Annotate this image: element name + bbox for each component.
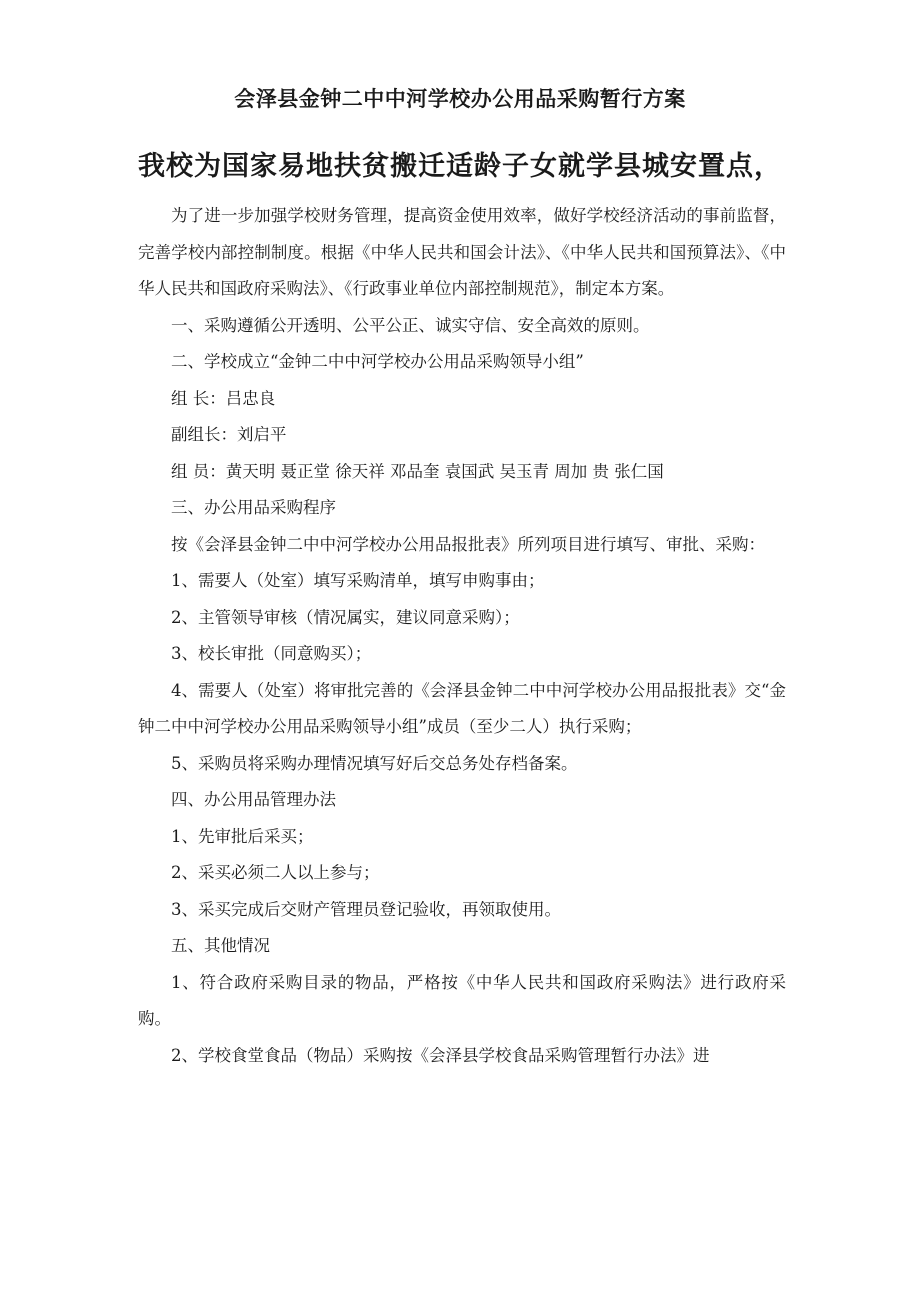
document-title: 会泽县金钟二中中河学校办公用品采购暂行方案 bbox=[234, 87, 686, 111]
procedure-step-5: 5、采购员将采购办理情况填写好后交总务处存档备案。 bbox=[171, 753, 578, 773]
procedure-step-1: 1、需要人（处室）填写采购清单，填写申购事由； bbox=[171, 571, 545, 590]
paragraph-principle: 一、采购遵循公开透明、公平公正、诚实守信、安全高效的原则。 bbox=[171, 315, 650, 335]
section-heading-other: 五、其他情况 bbox=[171, 936, 270, 955]
document-body bbox=[138, 198, 786, 1074]
section-heading-management: 四、办公用品管理办法 bbox=[171, 790, 336, 809]
management-rule-3: 3、采买完成后交财产管理员登记验收，再领取使用。 bbox=[171, 899, 561, 919]
paragraph-deputy-leader: 副组长：刘启平 bbox=[171, 425, 287, 444]
paragraph-group-founded: 二、学校成立“金钟二中中河学校办公用品采购领导小组” bbox=[171, 352, 584, 371]
paragraph-intro: 为了进一步加强学校财务管理，提高资金使用效率，做好学校经济活动的事前监督，完善学校内部控制制度。根据《中华人民共和国会计法》、《中华人民共和国预算法》、《中华人民共和国政府采购法》、《行政事业单位内部控制规范》，制定本方案。 bbox=[138, 206, 786, 298]
procedure-step-2: 2、主管领导审核（情况属实，建议同意采购）； bbox=[171, 607, 520, 627]
other-item-2: 2、学校食堂食品（物品）采购按《会泽县学校食品采购管理暂行办法》进 bbox=[171, 1045, 710, 1065]
paragraph-group-leader: 组 长：吕忠良 bbox=[171, 388, 276, 408]
section-heading-procedure: 三、办公用品采购程序 bbox=[171, 498, 336, 517]
procedure-step-4: 4、需要人（处室）将审批完善的《会泽县金钟二中中河学校办公用品报批表》交“金钟二中中河学校办公用品采购领导小组”成员（至少二人）执行采购； bbox=[138, 680, 786, 736]
procedure-step-3: 3、校长审批（同意购买）； bbox=[171, 644, 372, 663]
document-headline: 我校为国家易地扶贫搬迁适龄子女就学县城安置点， bbox=[138, 151, 782, 182]
paragraph-group-members: 组 员：黄天明 聂正堂 徐天祥 邓品奎 袁国武 吴玉青 周加 贵 张仁国 bbox=[171, 461, 664, 481]
other-item-1: 1、符合政府采购目录的物品，严格按《中华人民共和国政府采购法》进行政府采购。 bbox=[138, 972, 786, 1028]
management-rule-1: 1、先审批后采买； bbox=[171, 826, 314, 846]
management-rule-2: 2、采买必须二人以上参与； bbox=[171, 863, 380, 882]
paragraph-procedure-intro: 按《会泽县金钟二中中河学校办公用品报批表》所列项目进行填写、审批、采购： bbox=[171, 534, 765, 554]
